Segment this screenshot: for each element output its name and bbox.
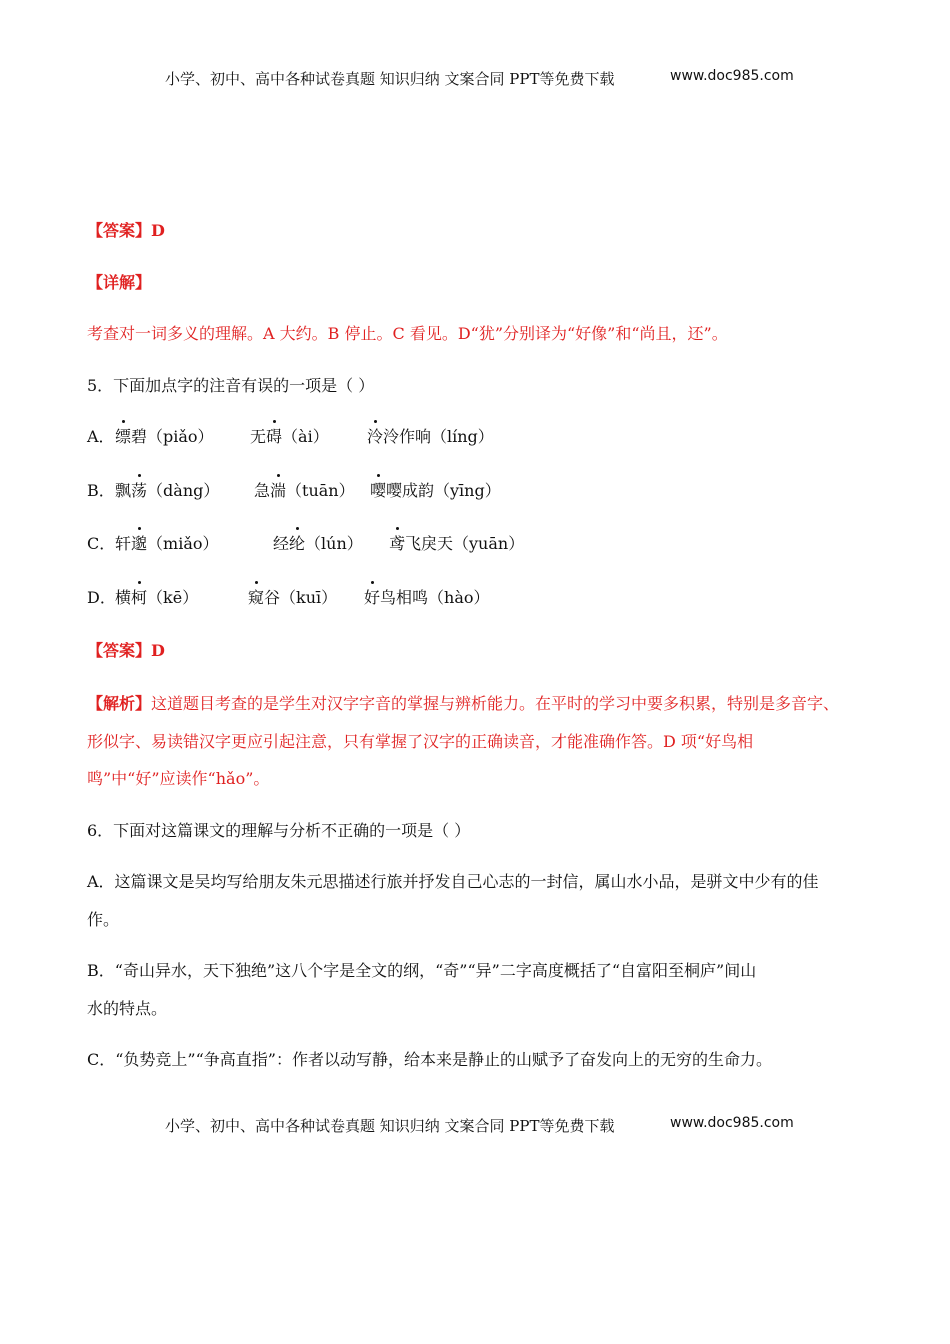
q5-analysis-line-2: 形似字、易读错汉字更应引起注意，只有掌握了汉字的正确读音，才能准确作答。D 项“好鸟相 <box>87 732 754 751</box>
q6-option-c-line-1: C．“负势竞上”“争高直指”：作者以动写静，给本来是静止的山赋予了奋发向上的无穷的生命力。 <box>87 1050 772 1069</box>
q5-option-d-word-1: 横柯（kē） <box>115 588 199 607</box>
footer-text: 小学、初中、高中各种试卷真题 知识归纳 文案合同 PPT等免费下载 <box>165 1117 615 1135</box>
q5-analysis-tag: 【解析】 <box>87 694 152 713</box>
q4-detail-text: 考查对一词多义的理解。A 大约。B 停止。C 看见。D“犹”分别译为“好像”和“尚且，还”。 <box>87 324 728 343</box>
q6-option-a-line-2: 作。 <box>87 910 120 929</box>
q6-option-a-line-1: A．这篇课文是吴均写给朋友朱元思描述行旅并抒发自己心志的一封信，属山水小品，是骈文中少有的佳 <box>87 872 819 891</box>
emphasis-dot-char: 碍 <box>266 427 283 446</box>
header-url: www.doc985.com <box>670 68 794 84</box>
q5-option-d-word-3: 好鸟相鸣（hào） <box>364 588 490 607</box>
q5-option-a-word-3: 泠泠作响（líng） <box>367 427 494 446</box>
q5-option-d-label: D． <box>87 588 116 607</box>
q5-option-c-word-3: 鸢飞戾天（yuān） <box>389 534 525 553</box>
page-footer <box>0 1115 950 1137</box>
q5-answer-value: D <box>151 641 165 660</box>
q5-option-a-label: A． <box>87 427 115 446</box>
emphasis-dot-char: 湍 <box>270 481 287 500</box>
q5-analysis-line-1 <box>87 693 839 715</box>
q4-detail-tag: 【详解】 <box>87 273 152 292</box>
q5-option-b-word-2: 急湍（tuān） <box>254 481 355 500</box>
q4-answer-tag: 【答案】 <box>87 221 152 240</box>
q5-option-c-word-2: 经纶（lún） <box>273 534 363 553</box>
q6-option-b-line-2: 水的特点。 <box>87 999 168 1018</box>
q5-option-a-word-2: 无碍（ài） <box>250 427 329 446</box>
q5-option-b-word-1: 飘荡（dàng） <box>115 481 220 500</box>
q5-option-c-word-1: 轩邈（miǎo） <box>115 534 219 553</box>
emphasis-dot-char: 好 <box>364 588 381 607</box>
q5-option-b-label: B． <box>87 481 115 500</box>
q5-analysis-text-1: 这道题目考查的是学生对汉字字音的掌握与辨析能力。在平时的学习中要多积累，特别是多音字、 <box>151 694 840 713</box>
emphasis-dot-char: 邈 <box>131 534 148 553</box>
emphasis-dot-char: 嘤 <box>370 481 387 500</box>
q4-answer-value: D <box>151 221 165 240</box>
emphasis-dot-char: 柯 <box>131 588 148 607</box>
q5-option-b-word-3: 嘤嘤成韵（yīng） <box>370 481 501 500</box>
q5-option-d-word-2: 窥谷（kuī） <box>248 588 338 607</box>
header-text: 小学、初中、高中各种试卷真题 知识归纳 文案合同 PPT等免费下载 <box>165 70 615 88</box>
q5-answer <box>87 640 165 662</box>
footer-url: www.doc985.com <box>670 1115 794 1131</box>
q5-stem: 5．下面加点字的注音有误的一项是（ ） <box>87 376 375 395</box>
emphasis-dot-char: 鸢 <box>389 534 406 553</box>
emphasis-dot-char: 泠 <box>367 427 384 446</box>
q4-answer <box>87 220 165 242</box>
q5-answer-tag: 【答案】 <box>87 641 152 660</box>
emphasis-dot-char: 缥 <box>115 427 132 446</box>
q5-option-c-label: C． <box>87 534 116 553</box>
q6-option-b-line-1: B．“奇山异水，天下独绝”这八个字是全文的纲，“奇”“异”二字高度概括了“自富阳至桐庐”间山 <box>87 961 757 980</box>
emphasis-dot-char: 荡 <box>131 481 148 500</box>
page-header <box>0 68 950 90</box>
emphasis-dot-char: 纶 <box>289 534 306 553</box>
q5-option-a-word-1: 缥碧（piǎo） <box>115 427 214 446</box>
q5-analysis-line-3: 鸣”中“好”应读作“hǎo”。 <box>87 769 270 788</box>
emphasis-dot-char: 窥 <box>248 588 265 607</box>
q6-stem: 6．下面对这篇课文的理解与分析不正确的一项是（ ） <box>87 821 471 840</box>
